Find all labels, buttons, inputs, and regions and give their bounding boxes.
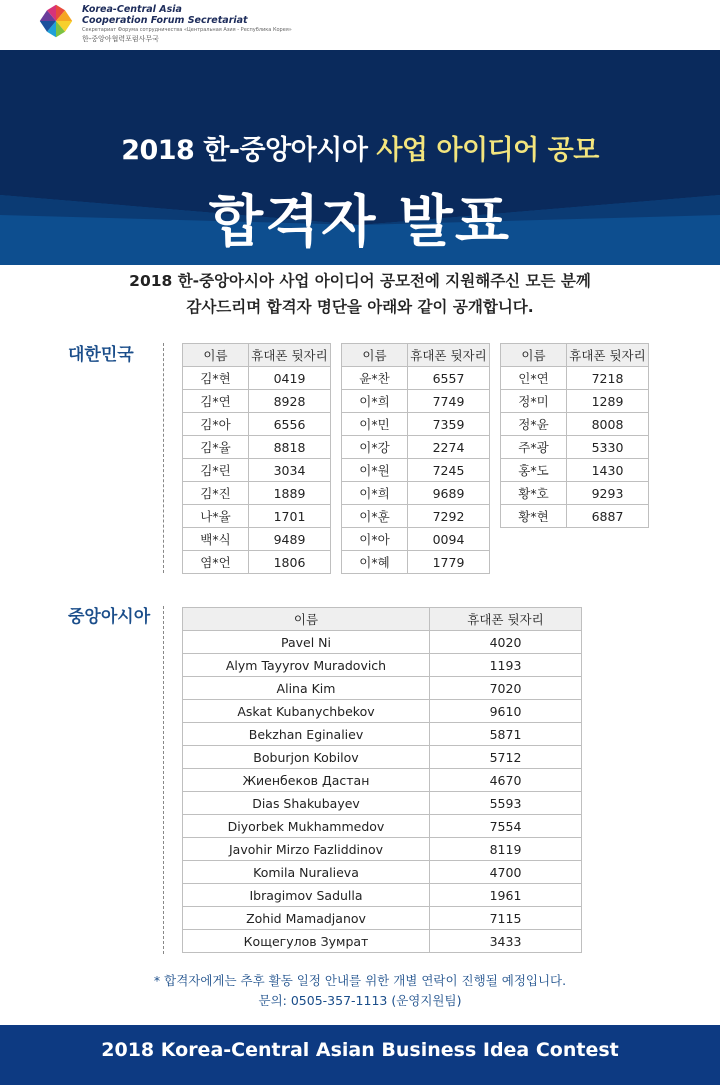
- phone-cell: 1193: [430, 654, 582, 677]
- name-cell: Boburjon Kobilov: [183, 746, 430, 769]
- phone-cell: 3034: [249, 459, 331, 482]
- name-cell: 김*아: [183, 413, 249, 436]
- name-cell: Alina Kim: [183, 677, 430, 700]
- phone-cell: 7218: [567, 367, 649, 390]
- phone-cell: 1779: [408, 551, 490, 574]
- column-header-name: 이름: [342, 344, 408, 367]
- phone-cell: 8818: [249, 436, 331, 459]
- phone-cell: 7245: [408, 459, 490, 482]
- name-cell: 이*훈: [342, 505, 408, 528]
- logo-tagline: Секретариат Форума сотрудничества «Центральная Азия - Республика Корея»: [82, 27, 292, 33]
- table-row: [183, 528, 331, 551]
- korea-divider: [163, 343, 164, 573]
- table-row: [183, 861, 582, 884]
- name-cell: 이*민: [342, 413, 408, 436]
- phone-cell: 5330: [567, 436, 649, 459]
- column-header-name: 이름: [501, 344, 567, 367]
- banner-title: 합격자 발표: [209, 190, 511, 255]
- name-cell: Askat Kubanychbekov: [183, 700, 430, 723]
- table-row: [183, 930, 582, 953]
- column-header-name: 이름: [183, 608, 430, 631]
- phone-cell: 8008: [567, 413, 649, 436]
- name-cell: 이*혜: [342, 551, 408, 574]
- name-cell: 김*현: [183, 367, 249, 390]
- pinwheel-logo-icon: [38, 3, 74, 39]
- phone-cell: 1701: [249, 505, 331, 528]
- table-row: [183, 700, 582, 723]
- column-header-phone: 휴대폰 뒷자리: [249, 344, 331, 367]
- name-cell: Alym Tayyrov Muradovich: [183, 654, 430, 677]
- intro-text: [0, 268, 720, 320]
- phone-cell: 1289: [567, 390, 649, 413]
- banner: [0, 50, 720, 265]
- column-header-phone: 휴대폰 뒷자리: [567, 344, 649, 367]
- phone-cell: 4020: [430, 631, 582, 654]
- table-row: [183, 551, 331, 574]
- logo-line1: Korea-Central Asia: [82, 4, 182, 15]
- phone-cell: 7359: [408, 413, 490, 436]
- table-row: [342, 505, 490, 528]
- table-row: [183, 838, 582, 861]
- name-cell: 백*식: [183, 528, 249, 551]
- table-row: [183, 677, 582, 700]
- phone-cell: 4700: [430, 861, 582, 884]
- name-cell: Komila Nuralieva: [183, 861, 430, 884]
- phone-cell: 0419: [249, 367, 331, 390]
- name-cell: Dias Shakubayev: [183, 792, 430, 815]
- table-row: [501, 459, 649, 482]
- name-cell: 이*희: [342, 390, 408, 413]
- logo-text: [82, 4, 292, 44]
- name-cell: Zohid Mamadjanov: [183, 907, 430, 930]
- table-row: [501, 505, 649, 528]
- phone-cell: 7749: [408, 390, 490, 413]
- table-header-row: [183, 608, 582, 631]
- name-cell: 김*연: [183, 390, 249, 413]
- table-row: [501, 482, 649, 505]
- name-cell: 이*아: [342, 528, 408, 551]
- name-cell: 김*율: [183, 436, 249, 459]
- table-row: [183, 505, 331, 528]
- table-row: [501, 413, 649, 436]
- notice: [0, 971, 720, 1011]
- table-row: [183, 436, 331, 459]
- name-cell: 이*강: [342, 436, 408, 459]
- korea-section-label: 대한민국: [68, 345, 134, 365]
- table-row: [342, 413, 490, 436]
- phone-cell: 6887: [567, 505, 649, 528]
- footer-text: 2018 Korea-Central Asian Business Idea Contest: [101, 1039, 619, 1061]
- table-row: [342, 390, 490, 413]
- table-row: [342, 551, 490, 574]
- name-cell: 황*현: [501, 505, 567, 528]
- phone-cell: 6556: [249, 413, 331, 436]
- name-cell: 윤*찬: [342, 367, 408, 390]
- name-cell: 이*희: [342, 482, 408, 505]
- table-row: [183, 907, 582, 930]
- table-row: [183, 631, 582, 654]
- name-cell: Javohir Mirzo Fazliddinov: [183, 838, 430, 861]
- name-cell: Bekzhan Eginaliev: [183, 723, 430, 746]
- phone-cell: 1806: [249, 551, 331, 574]
- name-cell: 인*연: [501, 367, 567, 390]
- central-asia-divider: [163, 606, 164, 954]
- phone-cell: 5593: [430, 792, 582, 815]
- phone-cell: 2274: [408, 436, 490, 459]
- phone-cell: 1889: [249, 482, 331, 505]
- table-row: [183, 367, 331, 390]
- phone-cell: 7292: [408, 505, 490, 528]
- phone-cell: 7554: [430, 815, 582, 838]
- name-cell: 김*린: [183, 459, 249, 482]
- column-header-phone: 휴대폰 뒷자리: [408, 344, 490, 367]
- table-header-row: [342, 344, 490, 367]
- name-cell: Жиенбеков Дастан: [183, 769, 430, 792]
- notice-contact: 문의: 0505-357-1113 (운영지원팀): [258, 993, 462, 1008]
- phone-cell: 7115: [430, 907, 582, 930]
- phone-cell: 9689: [408, 482, 490, 505]
- header: [0, 0, 720, 50]
- table-row: [183, 654, 582, 677]
- central-asia-section-label: 중앙아시아: [68, 607, 151, 627]
- name-cell: 정*윤: [501, 413, 567, 436]
- table-row: [183, 769, 582, 792]
- phone-cell: 1430: [567, 459, 649, 482]
- table-header-row: [183, 344, 331, 367]
- name-cell: 정*미: [501, 390, 567, 413]
- table-row: [501, 390, 649, 413]
- table-row: [342, 367, 490, 390]
- phone-cell: 5712: [430, 746, 582, 769]
- intro-line2: 감사드리며 합격자 명단을 아래와 같이 공개합니다.: [186, 298, 534, 316]
- name-cell: 염*언: [183, 551, 249, 574]
- footer: [0, 1025, 720, 1085]
- phone-cell: 7020: [430, 677, 582, 700]
- table-row: [183, 459, 331, 482]
- name-cell: 주*광: [501, 436, 567, 459]
- table-row: [183, 792, 582, 815]
- central-asia-table: [182, 607, 582, 953]
- table-row: [183, 815, 582, 838]
- notice-line1: * 합격자에게는 추후 활동 일정 안내를 위한 개별 연락이 진행될 예정입니다.: [153, 973, 567, 988]
- name-cell: Diyorbek Mukhammedov: [183, 815, 430, 838]
- table-row: [183, 390, 331, 413]
- banner-subtitle: [0, 128, 720, 167]
- table-row: [183, 482, 331, 505]
- table-row: [183, 746, 582, 769]
- name-cell: 김*진: [183, 482, 249, 505]
- intro-line1: 2018 한-중앙아시아 사업 아이디어 공모전에 지원해주신 모든 분께: [129, 272, 591, 290]
- korea-table-1: [182, 343, 331, 574]
- phone-cell: 4670: [430, 769, 582, 792]
- banner-subtitle-prefix: 2018 한-중앙아시아: [121, 135, 377, 166]
- name-cell: 이*원: [342, 459, 408, 482]
- phone-cell: 9293: [567, 482, 649, 505]
- logo-line2: Cooperation Forum Secretariat: [82, 15, 248, 26]
- column-header-name: 이름: [183, 344, 249, 367]
- name-cell: Кощегулов Зумрат: [183, 930, 430, 953]
- phone-cell: 8119: [430, 838, 582, 861]
- korea-table-3: [500, 343, 649, 528]
- table-row: [342, 459, 490, 482]
- table-row: [342, 482, 490, 505]
- name-cell: 황*호: [501, 482, 567, 505]
- banner-subtitle-highlight: 사업 아이디어 공모: [376, 135, 599, 166]
- phone-cell: 9610: [430, 700, 582, 723]
- name-cell: Pavel Ni: [183, 631, 430, 654]
- table-row: [183, 884, 582, 907]
- table-row: [183, 413, 331, 436]
- phone-cell: 9489: [249, 528, 331, 551]
- table-row: [501, 367, 649, 390]
- phone-cell: 3433: [430, 930, 582, 953]
- table-header-row: [501, 344, 649, 367]
- table-row: [183, 723, 582, 746]
- phone-cell: 8928: [249, 390, 331, 413]
- korea-table-2: [341, 343, 490, 574]
- table-row: [342, 528, 490, 551]
- phone-cell: 5871: [430, 723, 582, 746]
- table-row: [501, 436, 649, 459]
- name-cell: 홍*도: [501, 459, 567, 482]
- phone-cell: 6557: [408, 367, 490, 390]
- table-row: [342, 436, 490, 459]
- phone-cell: 1961: [430, 884, 582, 907]
- name-cell: Ibragimov Sadulla: [183, 884, 430, 907]
- name-cell: 나*율: [183, 505, 249, 528]
- logo-line3: 한-중앙아협력포럼사무국: [82, 35, 159, 43]
- column-header-phone: 휴대폰 뒷자리: [430, 608, 582, 631]
- phone-cell: 0094: [408, 528, 490, 551]
